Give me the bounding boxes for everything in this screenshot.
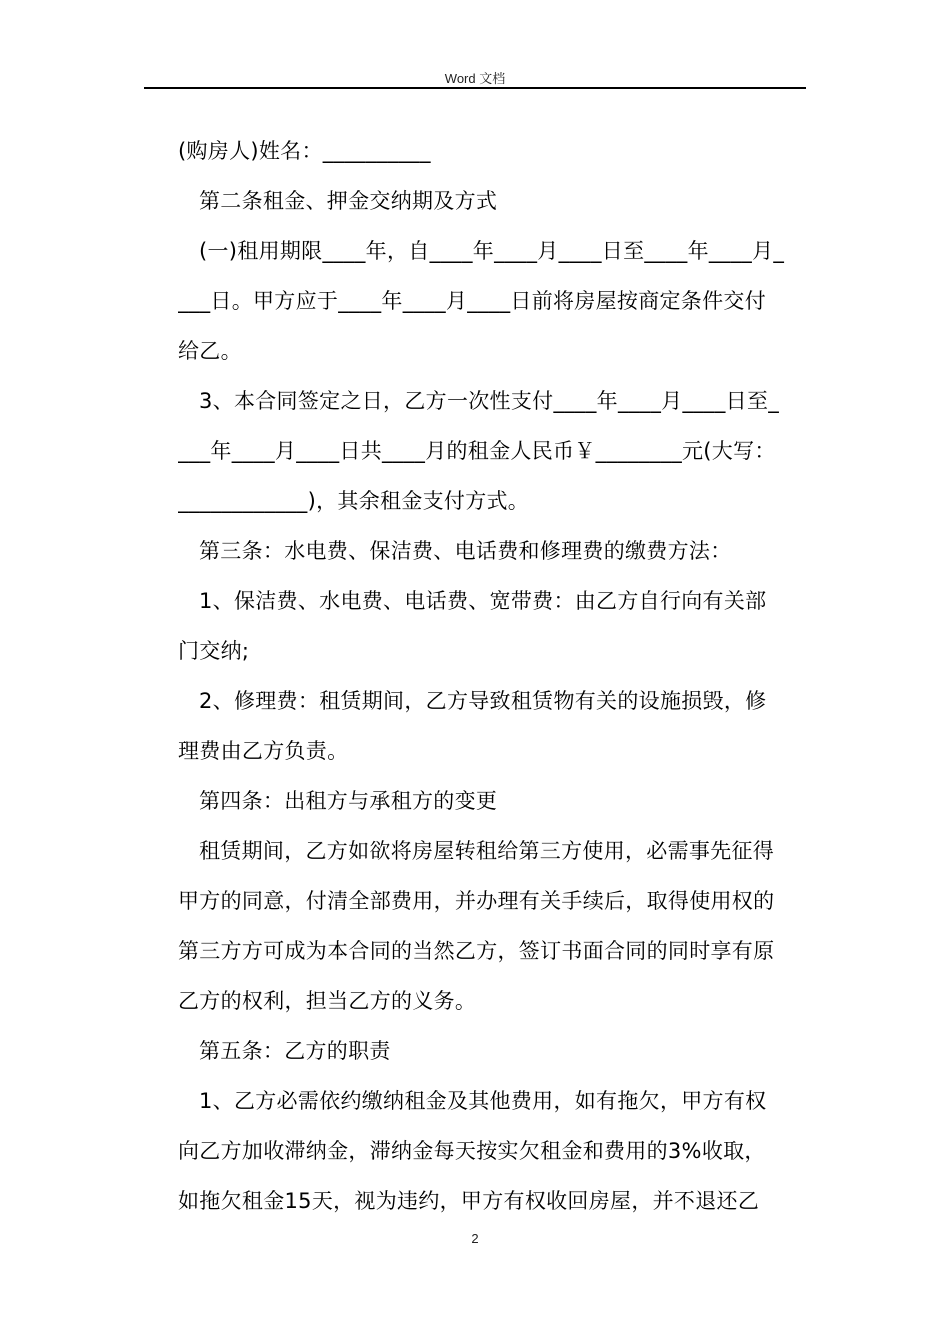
article-4-heading: 第四条：出租方与承租方的变更 xyxy=(199,789,498,813)
lease-term-line-2: ___日。甲方应于____年____月____日前将房屋按商定条件交付 xyxy=(178,289,766,313)
page-number: 2 xyxy=(471,1231,479,1246)
sublease-clause-line-1: 租赁期间，乙方如欲将房屋转租给第三方使用，必需事先征得 xyxy=(199,839,775,863)
payment-clause-line-3: ____________)，其余租金支付方式。 xyxy=(178,489,530,513)
payment-clause-line-1: 3、本合同签定之日，乙方一次性支付____年____月____日至_ xyxy=(199,389,780,413)
duty-clause-1-line-2: 向乙方加收滞纳金，滞纳金每天按实欠租金和费用的3%收取， xyxy=(178,1139,766,1163)
lease-term-line-3: 给乙。 xyxy=(178,339,242,363)
payment-clause-line-2: ___年____月____日共____月的租金人民币￥________元(大写： xyxy=(178,439,776,463)
buyer-name-line: (购房人)姓名：__________ xyxy=(178,139,431,163)
article-3-heading: 第三条：水电费、保洁费、电话费和修理费的缴费方法： xyxy=(199,539,732,563)
lease-term-line-1: (一)租用期限____年，自____年____月____日至____年____月_ xyxy=(199,239,785,263)
fees-clause-2-line-1: 2、修理费：租赁期间，乙方导致租赁物有关的设施损毁，修 xyxy=(199,689,767,713)
duty-clause-1-line-1: 1、乙方必需依约缴纳租金及其他费用，如有拖欠，甲方有权 xyxy=(199,1089,767,1113)
article-5-heading: 第五条：乙方的职责 xyxy=(199,1039,391,1063)
sublease-clause-line-2: 甲方的同意，付清全部费用，并办理有关手续后，取得使用权的 xyxy=(178,889,775,913)
fees-clause-1-line-1: 1、保洁费、水电费、电话费、宽带费：由乙方自行向有关部 xyxy=(199,589,767,613)
article-2-heading: 第二条租金、押金交纳期及方式 xyxy=(199,189,498,213)
document-body xyxy=(178,126,804,1226)
sublease-clause-line-3: 第三方方可成为本合同的当然乙方，签订书面合同的同时享有原 xyxy=(178,939,775,963)
header-divider xyxy=(144,87,806,89)
duty-clause-1-line-3: 如拖欠租金15天，视为违约，甲方有权收回房屋，并不退还乙 xyxy=(178,1189,760,1213)
sublease-clause-line-4: 乙方的权利，担当乙方的义务。 xyxy=(178,989,477,1013)
fees-clause-1-line-2: 门交纳; xyxy=(178,639,250,663)
fees-clause-2-line-2: 理费由乙方负责。 xyxy=(178,739,349,763)
header-title: Word 文档 xyxy=(444,71,506,86)
